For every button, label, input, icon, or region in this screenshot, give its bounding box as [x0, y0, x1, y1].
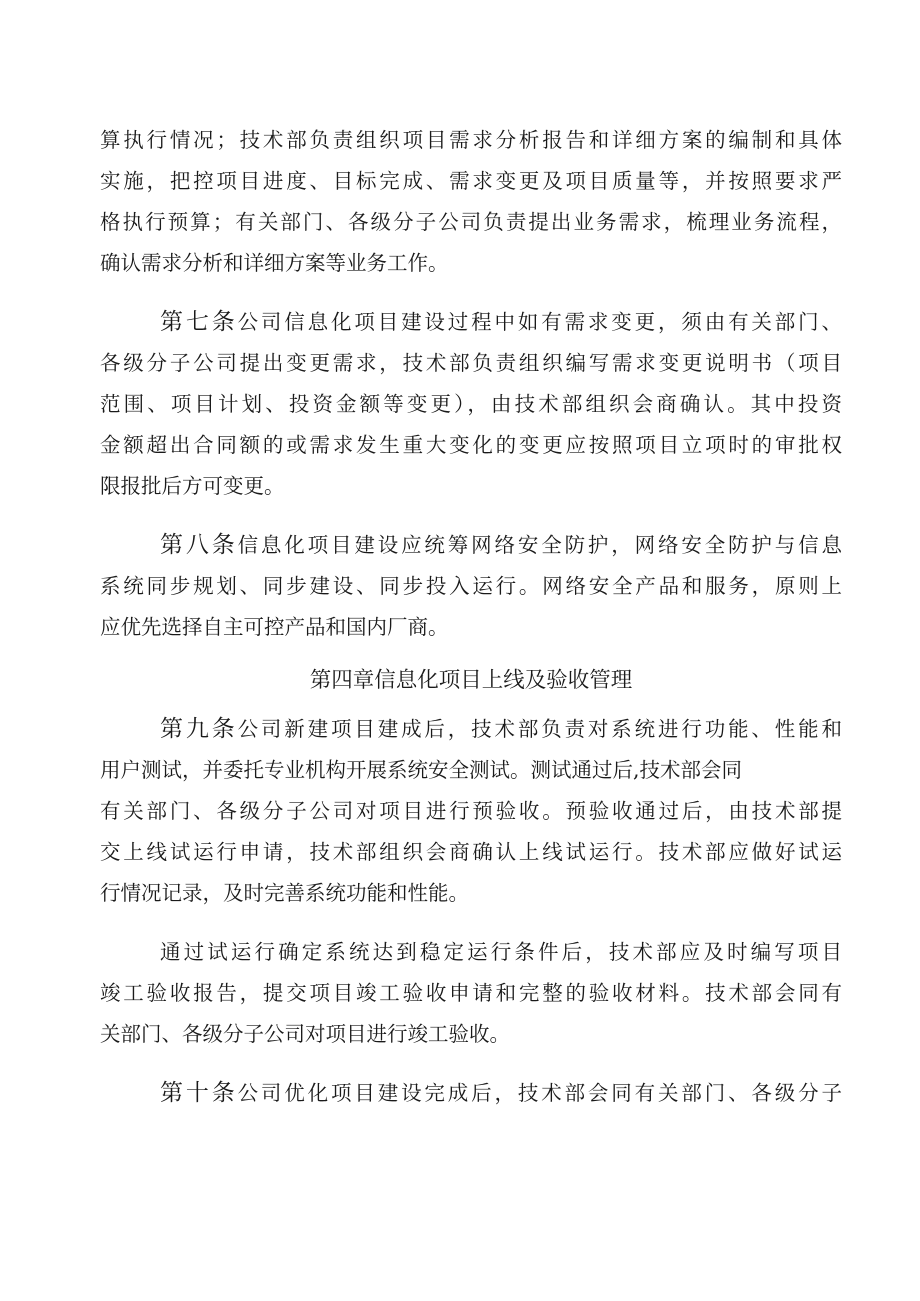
text-line: 应优先选择自主可控产品和国内厂商。 — [100, 615, 449, 639]
article-number: 第七条 — [160, 309, 238, 335]
text-line: 竣工验收报告，提交项目竣工验收申请和完整的验收材料。技术部会同有 — [100, 981, 842, 1005]
text-line: 各级分子公司提出变更需求，技术部负责组织编写需求变更说明书（项目 — [100, 351, 842, 375]
article-7 — [100, 302, 842, 507]
article-10 — [100, 1073, 842, 1114]
text-line: 金额超出合同额的或需求发生重大变化的变更应按照项目立项时的审批权 — [100, 433, 842, 457]
article-text: 公司新建项目建成后，技术部负责对系统进行功能、性能和 — [237, 717, 842, 741]
text-line: 限报批后方可变更。 — [100, 474, 285, 498]
text-line: 有关部门、各级分子公司对项目进行预验收。预验收通过后，由技术部提 — [100, 799, 842, 823]
article-number: 第八条 — [160, 532, 238, 558]
text-line: 交上线试运行申请，技术部组织会商确认上线试运行。技术部应做好试运 — [100, 840, 842, 864]
article-9-paragraph-2 — [100, 932, 842, 1055]
article-text: 信息化项目建设应统筹网络安全防护，网络安全防护与信息 — [237, 533, 842, 557]
article-text: 公司信息化项目建设过程中如有需求变更，须由有关部门、 — [237, 310, 842, 334]
text-line: 用户测试，并委托专业机构开展系统安全测试。测试通过后,技术部会同 — [100, 758, 743, 782]
text-line: 实施，把控项目进度、目标完成、需求变更及项目质量等，并按照要求严 — [100, 169, 842, 193]
text-line: 算执行情况；技术部负责组织项目需求分析报告和详细方案的编制和具体 — [100, 128, 842, 152]
article-text: 公司优化项目建设完成后，技术部会同有关部门、各级分子 — [237, 1081, 842, 1105]
paragraph-continuation — [100, 120, 842, 284]
text-line: 范围、项目计划、投资金额等变更），由技术部组织会商确认。其中投资 — [100, 392, 842, 416]
text-line: 通过试运行确定系统达到稳定运行条件后，技术部应及时编写项目 — [160, 940, 842, 964]
text-line — [100, 525, 842, 566]
text-line: 关部门、各级分子公司对项目进行竣工验收。 — [100, 1022, 510, 1046]
text-line — [100, 709, 842, 750]
text-line — [100, 302, 842, 343]
text-line: 行情况记录，及时完善系统功能和性能。 — [100, 881, 469, 905]
text-line: 格执行预算；有关部门、各级分子公司负责提出业务需求，梳理业务流程， — [100, 210, 842, 234]
article-number: 第九条 — [160, 716, 238, 742]
chapter-heading: 第四章信息化项目上线及验收管理 — [309, 668, 633, 693]
text-line: 确认需求分析和详细方案等业务工作。 — [100, 251, 449, 275]
text-line: 系统同步规划、同步建设、同步投入运行。网络安全产品和服务，原则上 — [100, 574, 842, 598]
article-9 — [100, 709, 842, 914]
document-page — [100, 120, 842, 1132]
article-8 — [100, 525, 842, 648]
article-number: 第十条 — [160, 1080, 238, 1106]
text-line — [100, 1073, 842, 1114]
